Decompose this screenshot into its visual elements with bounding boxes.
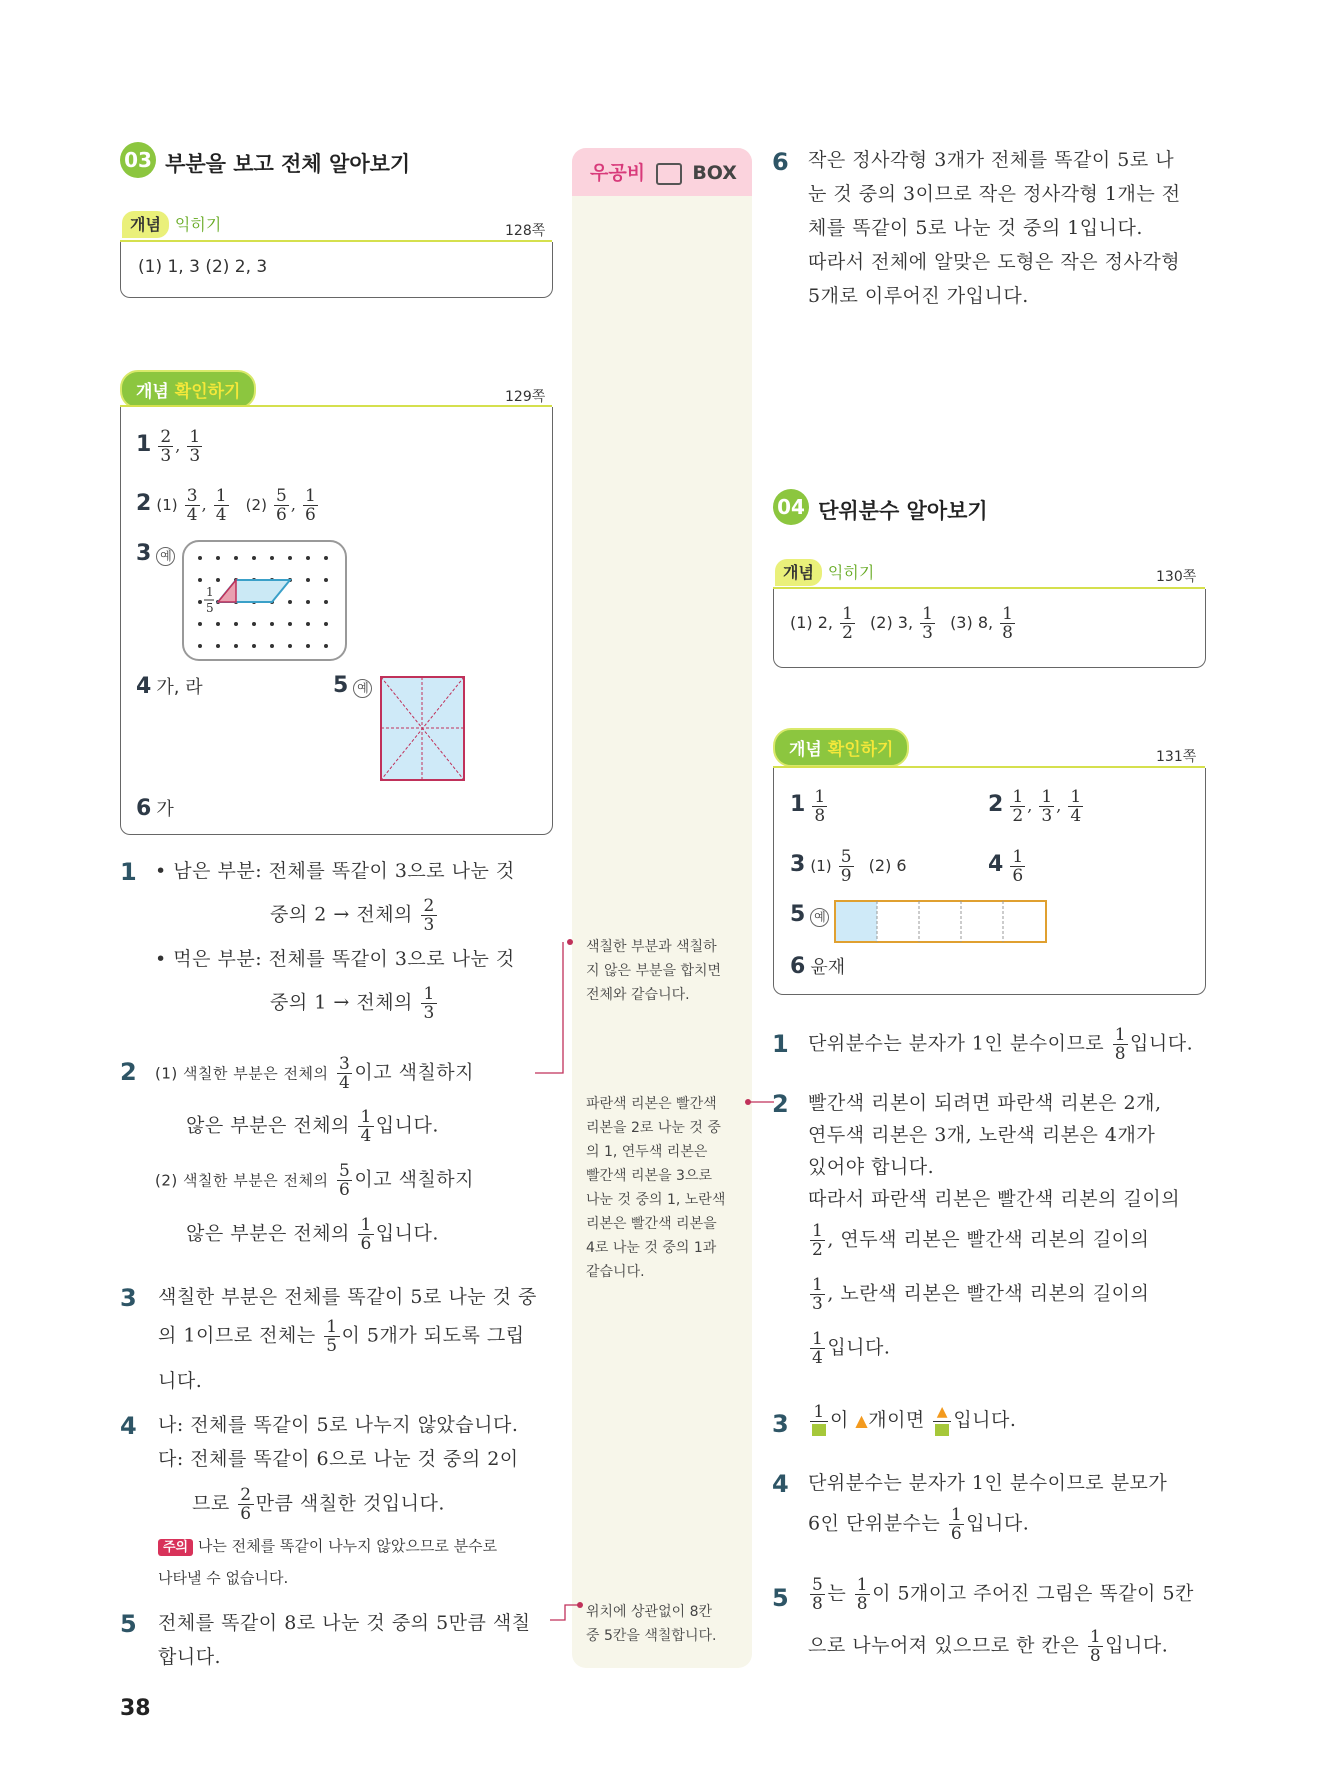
green-square-icon xyxy=(935,1424,949,1436)
exp-1b xyxy=(270,897,439,934)
q-num: 6 xyxy=(790,954,806,979)
exp-text: (1) 색칠한 부분은 전체의 xyxy=(155,1064,329,1083)
fraction: $\frac{3}{4}$ xyxy=(339,1054,351,1093)
exp-text: 만큼 색칠한 것입니다. xyxy=(255,1492,445,1515)
exp-text: 입니다. xyxy=(953,1409,1017,1431)
fraction: $\frac{1}{2}$ xyxy=(842,604,853,643)
note-line: 파란색 리본은 빨간색 xyxy=(586,1096,717,1112)
section-title: 부분을 보고 전체 알아보기 xyxy=(165,151,411,176)
answer-04-1 xyxy=(790,788,829,825)
dot-grid-figure xyxy=(182,540,348,662)
fraction: $\frac{1}{2}$ xyxy=(1012,787,1024,826)
exp-text: 단위분수는 분자가 1인 분수이므로 xyxy=(808,1032,1105,1055)
exp04-2c: 있어야 합니다. xyxy=(808,1156,935,1178)
exp-num-4: 4 xyxy=(120,1412,137,1440)
fraction-shape: 1 xyxy=(810,1403,828,1440)
fraction: $\frac{1}{3}$ xyxy=(423,984,435,1023)
middle-title-main: 우공비 xyxy=(590,162,646,184)
fraction: $\frac{1}{3}$ xyxy=(189,427,201,466)
exp04-5a xyxy=(808,1576,1194,1613)
answer-04-6 xyxy=(790,953,845,979)
exp04-num-3: 3 xyxy=(772,1410,789,1438)
section-03-header xyxy=(120,142,410,178)
fraction: $\frac{2}{3}$ xyxy=(423,896,435,935)
exp-5a: 전체를 똑같이 8로 나눈 것 중의 5만큼 색칠 xyxy=(158,1612,531,1634)
exp-2d xyxy=(186,1216,439,1253)
exp-text: 이 5개가 되도록 그립 xyxy=(341,1324,525,1347)
answer-6 xyxy=(136,795,174,821)
example-mark: 예 xyxy=(810,908,829,927)
text-line: 체를 똑같이 5로 나눈 것 중의 1입니다. xyxy=(808,217,1143,239)
exp-1c: • 먹은 부분: 전체를 똑같이 3으로 나눈 것 xyxy=(155,948,515,970)
exp-text: 이 xyxy=(830,1409,849,1431)
concept-check-tag xyxy=(120,370,256,409)
note-line: 색칠한 부분과 색칠하 xyxy=(586,939,717,955)
exp-3b xyxy=(158,1318,525,1355)
tag-label: 개념 xyxy=(789,740,822,760)
answer-130 xyxy=(790,605,1017,642)
exp-text: 입니다. xyxy=(375,1114,439,1137)
section-number: 03 xyxy=(120,142,156,178)
exp04-num-1: 1 xyxy=(772,1030,789,1058)
triangle-icon: ▲ xyxy=(936,1404,948,1420)
exp-text: 이고 색칠하지 xyxy=(354,1168,475,1191)
exp04-4a: 단위분수는 분자가 1인 분수이므로 분모가 xyxy=(808,1472,1168,1494)
answer-1: 1 $\frac{2}{3}$ , $\frac{1}{3}$ xyxy=(136,427,201,466)
fraction-shape xyxy=(933,1402,951,1440)
green-square-icon xyxy=(812,1424,826,1436)
note-line: 리본을 2로 나눈 것 중 xyxy=(586,1120,721,1136)
answer-part: (3) 8, xyxy=(950,613,994,632)
exp-3c: 니다. xyxy=(158,1370,203,1392)
exp-text: 므로 xyxy=(192,1492,230,1515)
exp-text: 입니다. xyxy=(827,1336,891,1359)
note-line: 빨간색 리본을 3으로 xyxy=(586,1168,712,1184)
part-label: (1) xyxy=(156,496,178,514)
exp-text: 개이면 xyxy=(868,1409,925,1431)
answer-text: 가 xyxy=(156,799,174,820)
fraction: $\frac{1}{3}$ xyxy=(922,604,933,643)
exp04-2f xyxy=(808,1276,1149,1313)
connector-lines xyxy=(530,930,790,1650)
answer-part: (2) 3, xyxy=(870,613,914,632)
note-line: 4로 나눈 것 중의 1과 xyxy=(586,1240,717,1256)
page-ref: 131쪽 xyxy=(1156,749,1197,765)
exp04-2g xyxy=(808,1330,890,1367)
exp-2c xyxy=(155,1162,474,1199)
answer-04-4 xyxy=(988,848,1027,885)
fraction: $\frac{1}{8}$ xyxy=(1089,1627,1102,1666)
answer-04-5 xyxy=(790,902,829,927)
exp-num-3: 3 xyxy=(120,1284,137,1312)
q-num: 1 xyxy=(790,792,806,817)
exp-text: (2) 색칠한 부분은 전체의 xyxy=(155,1171,329,1190)
caution-text: 나타낼 수 없습니다. xyxy=(158,1569,289,1587)
q-num: 1 xyxy=(136,432,152,457)
exp04-5b xyxy=(808,1628,1168,1665)
fraction: $\frac{1}{2}$ xyxy=(812,1221,824,1260)
q-num: 4 xyxy=(988,852,1004,877)
box-icon xyxy=(656,163,682,185)
caution-text: 나는 전체를 똑같이 나누지 않았으므로 분수로 xyxy=(197,1537,498,1555)
exp-text: , 노란색 리본은 빨간색 리본의 길이의 xyxy=(827,1282,1150,1305)
section-title: 단위분수 알아보기 xyxy=(818,498,988,523)
fraction: $\frac{2}{6}$ xyxy=(240,1485,252,1524)
exp04-1 xyxy=(808,1026,1193,1063)
triangle-icon: ▲ xyxy=(855,1411,869,1430)
exp-text: 의 1이므로 전체는 xyxy=(158,1324,316,1347)
fraction: $\frac{5}{9}$ xyxy=(840,847,852,886)
exp-num-1: 1 xyxy=(120,858,137,886)
fraction: $\frac{1}{4}$ xyxy=(812,1329,824,1368)
tag-sublabel: 확인하기 xyxy=(174,382,241,402)
exp-text: 6인 단위분수는 xyxy=(808,1512,941,1535)
exp04-2d: 따라서 파란색 리본은 빨간색 리본의 길이의 xyxy=(808,1188,1181,1210)
exp04-3 xyxy=(808,1402,1016,1440)
section-number: 04 xyxy=(773,489,809,525)
svg-text:5: 5 xyxy=(206,601,214,615)
text-line: 따라서 전체에 알맞은 도형은 작은 정사각형 xyxy=(808,251,1181,273)
fraction: $\frac{1}{6}$ xyxy=(1012,847,1024,886)
fraction: $\frac{1}{6}$ xyxy=(305,486,316,525)
fraction: $\frac{1}{3}$ xyxy=(812,1275,824,1314)
part-label: (2) xyxy=(245,496,267,514)
concept-check-tag xyxy=(773,728,909,767)
answer-part: (1) 2, xyxy=(790,613,834,632)
caution-badge: 주의 xyxy=(158,1539,193,1556)
answer-part: (2) 6 xyxy=(868,856,907,875)
page-number: 38 xyxy=(120,1696,151,1721)
tag-label: 개념 xyxy=(775,559,822,586)
exp04-2b: 연두색 리본은 3개, 노란색 리본은 4개가 xyxy=(808,1124,1156,1146)
tag-label: 개념 xyxy=(122,211,169,238)
exp-3a: 색칠한 부분은 전체를 똑같이 5로 나눈 것 중 xyxy=(158,1286,537,1308)
exp-text: 중의 1 → 전체의 xyxy=(270,991,413,1014)
note-line: 위치에 상관없이 8칸 xyxy=(586,1604,712,1620)
concept-practice-tag xyxy=(122,212,221,235)
fraction: $\frac{2}{3}$ xyxy=(160,427,172,466)
fraction: $\frac{1}{8}$ xyxy=(856,1575,869,1614)
note-line: 의 1, 연두색 리본은 xyxy=(586,1144,708,1160)
text-line: 눈 것 중의 3이므로 작은 정사각형 1개는 전 xyxy=(808,183,1181,205)
text-line: 5개로 이루어진 가입니다. xyxy=(808,285,1029,307)
note-line: 전체와 같습니다. xyxy=(586,987,690,1003)
q-num: 5 xyxy=(790,902,806,927)
exp-text: 않은 부분은 전체의 xyxy=(186,1114,350,1137)
answer-04-2: 2 $\frac{1}{2}$ , $\frac{1}{3}$ , $\frac{1}{4}$ xyxy=(988,787,1082,826)
fraction: $\frac{1}{4}$ xyxy=(215,486,227,525)
note-line: 나눈 것 중의 1, 노란색 xyxy=(586,1192,726,1208)
concept-practice-tag xyxy=(775,560,874,583)
fraction: $\frac{1}{6}$ xyxy=(360,1215,372,1254)
fraction: $\frac{5}{6}$ xyxy=(339,1161,351,1200)
exp-text: 으로 나누어져 있으므로 한 칸은 xyxy=(808,1634,1080,1657)
tag-sublabel: 익히기 xyxy=(174,215,222,234)
fraction: $\frac{5}{6}$ xyxy=(276,486,287,525)
answer-5-label xyxy=(333,673,372,698)
middle-title xyxy=(590,158,737,185)
exp-4c xyxy=(192,1486,445,1523)
exp-4b: 다: 전체를 똑같이 6으로 나눈 것 중의 2이 xyxy=(158,1448,519,1470)
tag-sublabel: 익히기 xyxy=(827,563,875,582)
exp-num-6: 6 xyxy=(772,148,789,176)
exp04-num-5: 5 xyxy=(772,1584,789,1612)
fraction: $\frac{1}{4}$ xyxy=(1070,787,1082,826)
caution-note xyxy=(158,1531,558,1593)
example-mark: 예 xyxy=(353,679,372,698)
strip-figure xyxy=(834,900,1048,944)
section-04-header xyxy=(773,489,988,525)
tag-sublabel: 확인하기 xyxy=(827,740,894,760)
answer-04-3 xyxy=(790,848,907,885)
part-label: (1) xyxy=(810,857,832,875)
fraction: $\frac{5}{8}$ xyxy=(812,1575,824,1614)
exp-text: 입니다. xyxy=(1130,1032,1194,1055)
note-line: 지 않은 부분을 합치면 xyxy=(586,963,722,979)
page-ref: 130쪽 xyxy=(1156,569,1197,585)
exp-1d xyxy=(270,985,439,1022)
exp04-num-2: 2 xyxy=(772,1090,789,1118)
svg-text:1: 1 xyxy=(206,585,214,599)
exp-num-5: 5 xyxy=(120,1610,137,1638)
answer-128: (1) 1, 3 (2) 2, 3 xyxy=(138,257,268,277)
note-line: 같습니다. xyxy=(586,1264,645,1280)
fraction: $\frac{1}{8}$ xyxy=(814,787,826,826)
note-line: 리본은 빨간색 리본을 xyxy=(586,1216,717,1232)
q-num: 4 xyxy=(136,674,152,699)
fraction: $\frac{1}{8}$ xyxy=(1002,604,1013,643)
fraction: $\frac{1}{4}$ xyxy=(360,1107,372,1146)
q-num: 3 xyxy=(790,852,806,877)
q-num: 2 xyxy=(136,491,152,516)
exp04-2e xyxy=(808,1222,1149,1259)
exp-text: 이고 색칠하지 xyxy=(354,1061,475,1084)
tag-label: 개념 xyxy=(136,382,169,402)
exp-4a: 나: 전체를 똑같이 5로 나누지 않았습니다. xyxy=(158,1414,519,1436)
right-top-text xyxy=(808,143,1181,313)
exp-1a: • 남은 부분: 전체를 똑같이 3으로 나눈 것 xyxy=(155,860,515,882)
exp-text: , 연두색 리본은 빨간색 리본의 길이의 xyxy=(827,1228,1150,1251)
exp-num-2: 2 xyxy=(120,1058,137,1086)
answer-text: 가, 라 xyxy=(156,677,203,698)
fraction: $\frac{1}{6}$ xyxy=(950,1505,963,1544)
note-line: 중 5칸을 색칠합니다. xyxy=(586,1628,717,1644)
page-ref: 128쪽 xyxy=(505,223,546,239)
answer-4 xyxy=(136,673,203,699)
exp04-2a: 빨간색 리본이 되려면 파란색 리본은 2개, xyxy=(808,1092,1162,1114)
exp-2a xyxy=(155,1055,474,1092)
exp-text: 입니다. xyxy=(375,1222,439,1245)
exp04-4b xyxy=(808,1506,1029,1543)
answer-2: 2 (1) $\frac{3}{4}$ , $\frac{1}{4}$ (2) $\frac{5}{6}$ , $\frac{1}{6}$ xyxy=(136,486,316,525)
text-line: 작은 정사각형 3개가 전체를 똑같이 5로 나 xyxy=(808,149,1175,171)
exp-5b: 합니다. xyxy=(158,1646,222,1668)
q-num: 2 xyxy=(988,792,1004,817)
fraction: $\frac{1}{5}$ xyxy=(326,1317,338,1356)
rectangle-figure xyxy=(380,676,466,782)
answer-3-label xyxy=(136,541,175,566)
fraction: $\frac{1}{3}$ xyxy=(1041,787,1053,826)
exp04-num-4: 4 xyxy=(772,1470,789,1498)
exp-2b xyxy=(186,1108,439,1145)
page-ref: 129쪽 xyxy=(505,389,546,405)
q-num: 6 xyxy=(136,796,152,821)
fraction: $\frac{1}{8}$ xyxy=(1114,1025,1127,1064)
exp-text: 중의 2 → 전체의 xyxy=(270,903,413,926)
answer-text: 윤재 xyxy=(810,957,846,978)
q-num: 5 xyxy=(333,673,349,698)
example-mark: 예 xyxy=(156,547,175,566)
exp-text: 이 5개이고 주어진 그림은 똑같이 5칸 xyxy=(872,1582,1194,1605)
exp-text: 않은 부분은 전체의 xyxy=(186,1222,350,1245)
exp-text: 입니다. xyxy=(966,1512,1030,1535)
q-num: 3 xyxy=(136,541,152,566)
fraction: $\frac{3}{4}$ xyxy=(186,486,198,525)
middle-title-box: BOX xyxy=(692,162,737,184)
exp-text: 입니다. xyxy=(1105,1634,1169,1657)
exp-text: 는 xyxy=(827,1582,847,1605)
